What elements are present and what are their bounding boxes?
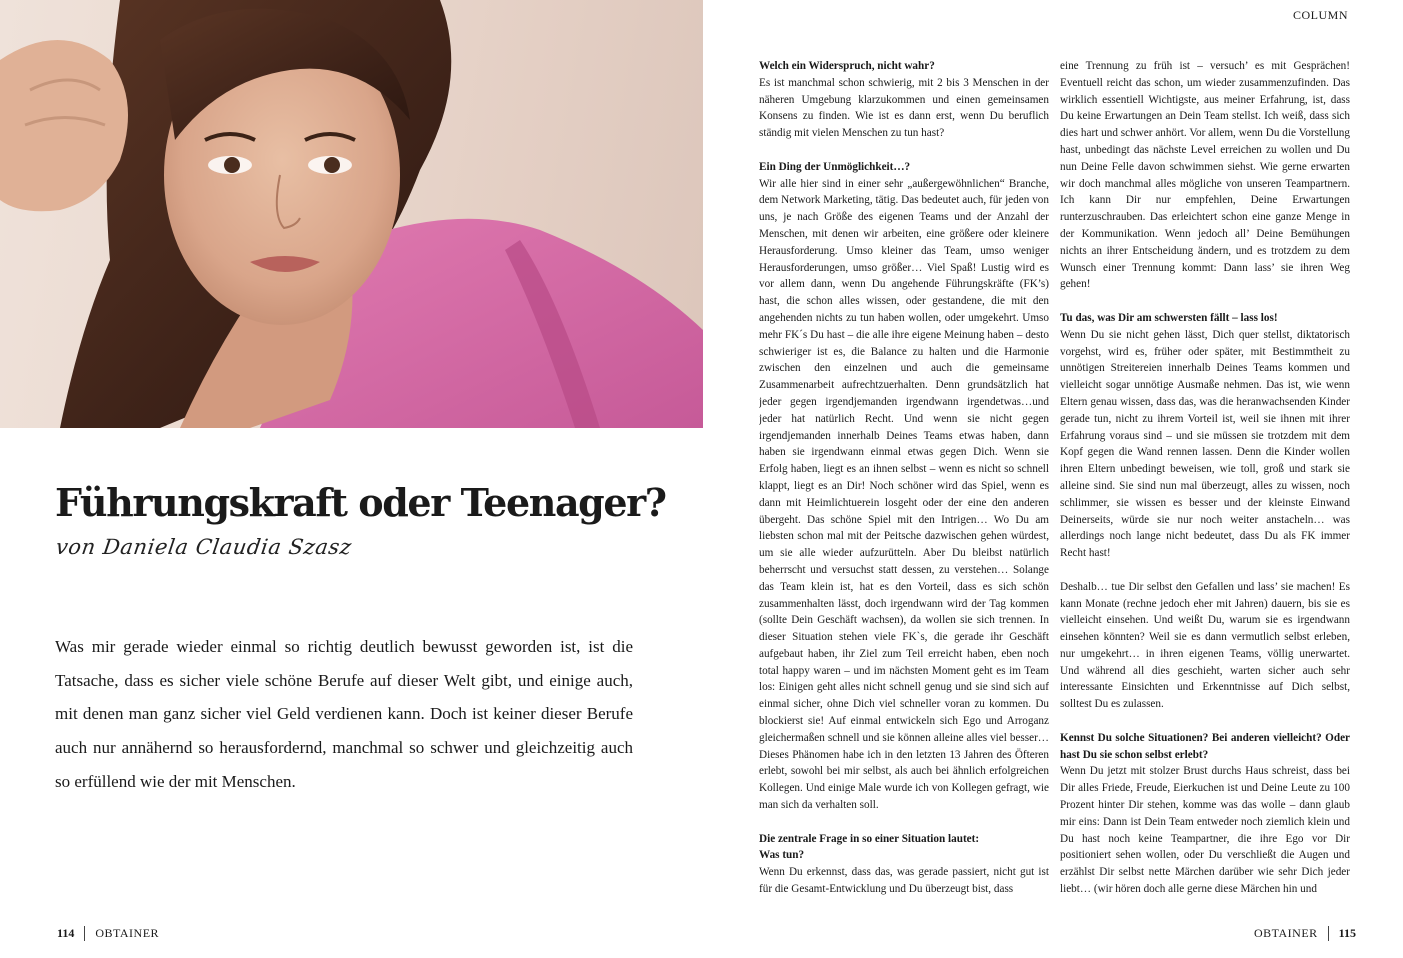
subheading: Ein Ding der Unmöglichkeit…? <box>759 160 911 173</box>
footer-divider <box>1328 926 1329 941</box>
page-number-left: 114 <box>57 926 75 940</box>
magazine-name-left: OBTAINER <box>95 926 160 940</box>
paragraph: eine Trennung zu früh ist – versuch’ es mit Gesprächen! Eventuell reicht das schon, um wieder zusammenzufinden. Das wirklich essentiell Wichtigste, aus meiner Erfahrung, ist, dass Du keine Erwartungen an Dein Team stellst. Ich weiß, dass sich dies hart und schwer anhört. Vor allem, wenn Du die Vorstellung hast, unbedingt das nächste Level erreichen zu wollen und Du nun Deine Felle davon schwimmen siehst. Wie gerne erwarten wir doch manchmal alles mögliche von unseren Teampartnern. Ich kann Dir nur empfehlen, Deine Erwartungen runterzuschrauben. Das erleichtert schon eine ganze Menge in der Kommunikation. Wenn jedoch all’ Deine Bemühungen nichts an ihrer Entscheidung ändern, und es trotzdem zu dem Wunsch einer Trennung kommt: Dann lass’ sie ihren Weg gehen! <box>1060 60 1350 291</box>
paragraph: Wenn Du jetzt mit stolzer Brust durchs Haus schreist, dass bei Dir alles Friede, Freude, Eierkuchen ist und Deine Leute zu 100 Prozent hinter Dir stehen, komme was das wolle – dann glaub mir eins: Dann ist Dein Team entweder noch ziemlich klein und Du hast noch keine Teampartner, die ihre Ego vor Dir positioniert sehen wollen, oder Du verschließt die Augen und erzählst Dir selbst nette Märchen darüber wie sehr Dich jeder liebt… (wir hören doch alle gerne diese Märchen hin und <box>1060 765 1350 896</box>
page-number-right: 115 <box>1338 926 1356 940</box>
paragraph: Wenn Du sie nicht gehen lässt, Dich quer stellst, diktatorisch vorgehst, wird es, früher oder später, mit Bestimmtheit zu unnötigen Streitereien innerhalb Deines Teams kommen und vielleicht sogar unnötige Ausmaße nehmen. Das ist, wie wenn Eltern genau wissen, dass das, was die heranwachsenden Kinder gerade tun, nicht zu ihrem Vorteil ist, weil sie ihnen mit ihrer Erfahrung voraus sind – und sie müssen sie trotzdem mit dem Kopf gegen die Wand rennen lassen. Denn die Kinder wollen ihren Eltern unbedingt beweisen, wie toll, groß und stark sie alleine sind. Sie sind nun mal überzeugt, alles zu wissen, noch schlimmer, sie wissen es besser und der kleinste Einwand Deinerseits, würde sie nur noch weiter anstacheln… was allerdings noch lange nicht bedeutet, dass Du als FK immer Recht hast! <box>1060 328 1350 560</box>
section-label: COLUMN <box>1292 8 1348 22</box>
subheading: Kennst Du solche Situationen? Bei anderen vielleicht? Oder hast Du sie schon selbst erlebt? <box>1060 731 1350 761</box>
magazine-name-right: OBTAINER <box>1253 926 1318 940</box>
footer-divider <box>84 926 85 941</box>
subheading: Welch ein Widerspruch, nicht wahr? <box>759 60 935 72</box>
portrait-photo <box>0 0 703 428</box>
footer-left <box>57 926 159 941</box>
subheading: Was tun? <box>759 849 805 862</box>
paragraph: Deshalb… tue Dir selbst den Gefallen und lass’ sie machen! Es kann Monate (rechne jedoch eher mit Jahren) dauern, bis sie es vielleicht einsehen. Und weißt Du, warum sie es irgendwann einsehen könnten? Weil sie es dann vermutlich selbst erleben, nur umgekehrt… in ihren eigenen Teams, völlig unerwartet. Und während all dies geschieht, warten sicher auch sehr interessante Einsichten und Erkenntnisse auf Dich selbst, solltest Du es zulassen. <box>1060 580 1350 711</box>
article-intro: Was mir gerade wieder einmal so richtig deutlich bewusst geworden ist, ist die Tatsache, dass es sicher viele schöne Berufe auf dieser Welt gibt, und einige auch, mit denen man ganz sicher viel Geld verdienen kann. Doch ist keiner dieser Berufe auch nur annähernd so herausfordernd, manchmal so schwer und gleichzeitig auch so erfüllend wie der mit Menschen. <box>55 637 633 791</box>
subheading: Tu das, was Dir am schwersten fällt – lass los! <box>1060 311 1278 324</box>
paragraph: Wir alle hier sind in einer sehr „außergewöhnlichen“ Branche, dem Network Marketing, tätig. Das bedeutet auch, für jeden von uns, je nach Größe des eigenen Teams und der Anzahl der Menschen, mit denen wir arbeiten, eine größere oder kleinere Herausforderung. Umso kleiner das Team, umso weniger Herausforderungen, umso größer… Viel Spaß! Lustig wird es vor allem dann, wenn Du angehende Führungskräfte (FK’s) hast, die schon alles wissen, oder gestandene, die mit den angehenden nichts zu tun haben wollen, oder umgekehrt. Umso mehr FK´s Du hast – die alle ihre eigene Meinung haben – desto schwieriger ist es, die Balance zu halten und die Harmonie zwischen den einzelnen und auch die gemeinsame Zusammenarbeit aufrechtzuerhalten. Denn grundsätzlich hat jeder gegen irgendjemanden irgendwann irgendetwas…und jeder hat natürlich Recht. Und wenn sie nicht gegen irgendjemanden innerhalb Deines Teams etwas haben, dann haben sie irgendwann einmal etwas gegen Dich. Wenn sie Erfolg haben, liegt es an ihnen selbst – wenn es nicht so schnell klappt, liegt es an Dir! Noch schöner wird das Spiel, wenn es dann mit Heimlichtuerein losgeht oder der eine den anderen übergeht. Das schöne Spiel mit den Intrigen… Wo Du am liebsten schon mal mit der Peitsche dazwischen gehen würdest, um sie alle wieder aufzurütteln. Aber Du bleibst natürlich beherrscht und versuchst statt dessen, zu verstehen… Solange das Team klein ist, hat es den Vorteil, dass es sich schön zusammenhalten lässt, doch irgendwann wird der Tag kommen (sollte Dein Geschäft wachsen), da wollen sie sich trennen. In dieser Situation stehen viele FK`s, die gerade ihr Geschäft aufgebaut haben, ihr Ziel zum Teil erreicht haben, eben noch total happy waren – und im nächsten Moment geht es im Team los: Einigen geht alles nicht schnell genug und sie sind sich auf einmal sicher, ohne Dich viel schneller voran zu kommen. Du blockierst sie! Auf einmal entwickeln sich Ego und Arroganz gleichermaßen schnell und sie können alleine alles viel besser… Dieses Phänomen habe ich in den letzten 13 Jahren des Öfteren erlebt, sowohl bei mir selbst, als auch bei ähnlich erfolgreichen Kollegen. Und einige Male wurde ich von Kollegen gefragt, wie man sich da verhalten soll. <box>759 177 1049 812</box>
text-column-2 <box>1060 58 1350 898</box>
right-page <box>703 0 1403 958</box>
paragraph: Wenn Du erkennst, dass das, was gerade passiert, nicht gut ist für die Gesamt-Entwicklung und Du überzeugt bist, dass <box>759 866 1049 896</box>
article-headline: Führungskraft oder Teenager? <box>55 480 666 525</box>
footer-right <box>1254 926 1356 941</box>
article-byline: von Daniela Claudia Szasz <box>54 535 354 559</box>
text-column-1 <box>759 58 1049 898</box>
paragraph: Es ist manchmal schon schwierig, mit 2 bis 3 Menschen in der näheren Umgebung klarzukommen und einen gemeinsamen Konsens zu finden. Wie ist es dann erst, wenn Du beruflich ständig mit vielen Menschen zu tun hast? <box>759 76 1049 140</box>
subheading: Die zentrale Frage in so einer Situation lautet: <box>759 832 980 845</box>
